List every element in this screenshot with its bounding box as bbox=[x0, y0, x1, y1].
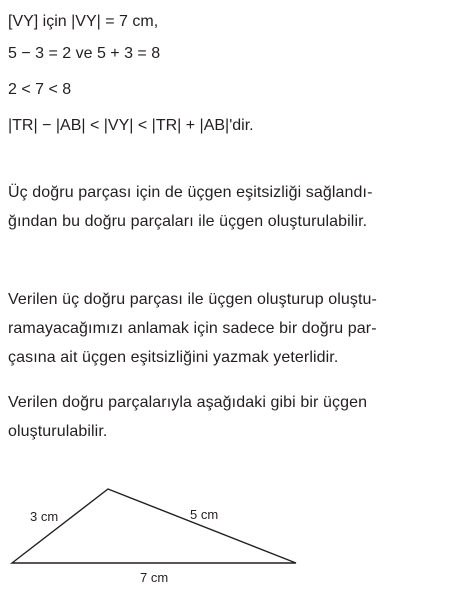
paragraph-1-line-2: ğından bu doğru parçaları ile üçgen oluşturulabilir. bbox=[8, 213, 368, 230]
paragraph-2-line-3: çasına ait üçgen eşitsizliğini yazmak yeterlidir. bbox=[8, 349, 339, 366]
left-side-label: 3 cm bbox=[30, 509, 59, 524]
paragraph-2-line-1: Verilen üç doğru parçası ile üçgen oluşturup oluştu- bbox=[8, 291, 377, 308]
math-line-4: |TR| − |AB| < |VY| < |TR| + |AB|'dir. bbox=[8, 117, 254, 134]
paragraph-3-line-2: oluşturulabilir. bbox=[8, 423, 108, 440]
right-side-label: 5 cm bbox=[190, 507, 219, 522]
triangle-shape bbox=[12, 489, 296, 563]
paragraph-1-line-1: Üç doğru parçası için de üçgen eşitsizliği sağlandı- bbox=[8, 184, 373, 201]
math-line-3: 2 < 7 < 8 bbox=[8, 81, 72, 98]
math-line-2: 5 − 3 = 2 ve 5 + 3 = 8 bbox=[8, 45, 161, 62]
paragraph-2-line-2: ramayacağımızı anlamak için sadece bir doğru par- bbox=[8, 320, 377, 337]
base-label: 7 cm bbox=[140, 570, 169, 585]
math-line-1: [VY] için |VY| = 7 cm, bbox=[8, 13, 159, 30]
paragraph-3-line-1: Verilen doğru parçalarıyla aşağıdaki gibi bir üçgen bbox=[8, 394, 368, 411]
